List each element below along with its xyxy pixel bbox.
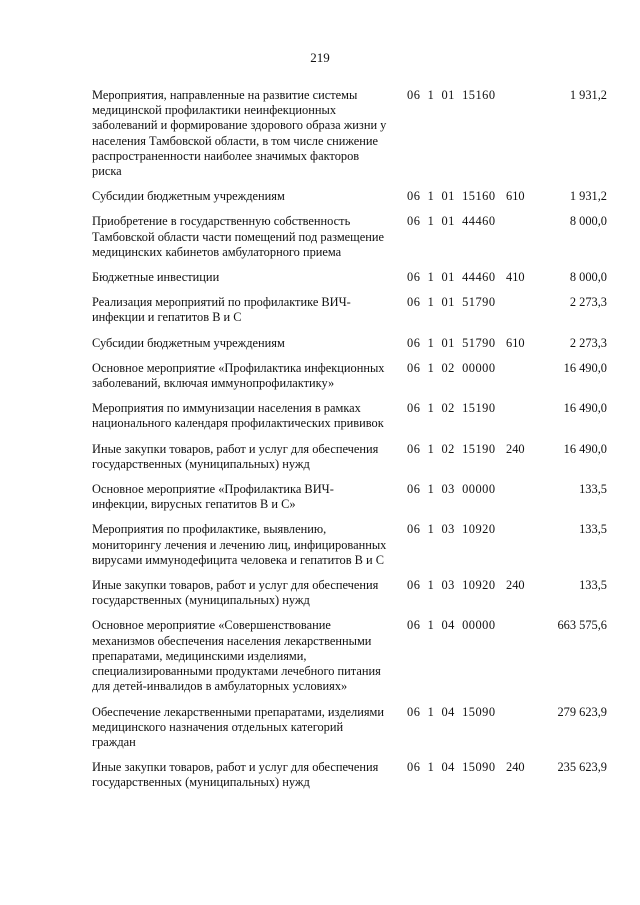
row-amount: 663 575,6 <box>557 618 607 633</box>
row-code: 06 1 01 51790 <box>407 335 496 350</box>
row-amount: 16 490,0 <box>563 401 607 416</box>
page-number: 219 <box>310 50 330 65</box>
row-name: Реализация мероприятий по профилактике ВИЧ-инфекции и гепатитов В и С <box>92 295 351 325</box>
table-row <box>0 760 640 790</box>
row-code: 06 1 01 44460 <box>407 270 496 285</box>
row-amount: 8 000,0 <box>569 214 607 229</box>
row-expense-type: 610 <box>506 189 525 204</box>
table-row <box>0 336 640 351</box>
row-expense-type: 610 <box>506 335 525 350</box>
row-code: 06 1 04 00000 <box>407 618 496 633</box>
row-name: Иные закупки товаров, работ и услуг для обеспечения государственных (муниципальных) нужд <box>92 760 379 790</box>
row-amount: 16 490,0 <box>563 441 607 456</box>
table-row <box>0 578 640 608</box>
row-name: Обеспечение лекарственными препаратами, изделиями медицинского назначения отдельных категорий граждан <box>92 704 385 749</box>
budget-table <box>0 88 640 801</box>
table-row <box>0 214 640 260</box>
table-row <box>0 618 640 694</box>
row-code: 06 1 02 15190 <box>407 441 496 456</box>
row-code: 06 1 04 15090 <box>407 760 496 775</box>
row-name: Субсидии бюджетным учреждениям <box>92 335 285 350</box>
row-amount: 1 931,2 <box>569 88 607 102</box>
row-amount: 133,5 <box>579 482 607 497</box>
row-amount: 1 931,2 <box>569 189 607 204</box>
row-name: Бюджетные инвестиции <box>92 270 220 285</box>
row-amount: 235 623,9 <box>557 760 607 775</box>
row-code: 06 1 01 15160 <box>407 88 496 102</box>
row-code: 06 1 01 15160 <box>407 189 496 204</box>
table-row <box>0 361 640 391</box>
row-amount: 133,5 <box>579 522 607 537</box>
row-code: 06 1 04 15090 <box>407 704 496 719</box>
row-code: 06 1 02 00000 <box>407 360 496 375</box>
row-name: Основное мероприятие «Профилактика инфекционных заболеваний, включая иммунопрофилактику» <box>92 360 385 391</box>
row-expense-type: 240 <box>506 441 525 456</box>
table-row <box>0 270 640 285</box>
table-row <box>0 482 640 512</box>
row-code: 06 1 03 10920 <box>407 522 496 537</box>
table-row <box>0 88 640 179</box>
table-row <box>0 522 640 568</box>
row-amount: 16 490,0 <box>563 360 607 375</box>
row-amount: 279 623,9 <box>557 704 607 719</box>
row-name: Приобретение в государственную собственность Тамбовской области части помещений под размещение медицинских кабинетов амбулаторного приема <box>92 214 384 259</box>
row-amount: 2 273,3 <box>569 295 607 310</box>
row-code: 06 1 01 51790 <box>407 295 496 310</box>
row-name: Основное мероприятие «Совершенствование механизмов обеспечения населения лекарственными препаратами, медицинскими изделиями, специализированными продуктами лечебного питания для детей-инвалидов в амбулаторных условиях» <box>92 618 381 694</box>
table-row <box>0 705 640 751</box>
row-name: Субсидии бюджетным учреждениям <box>92 189 285 204</box>
row-name: Мероприятия по профилактике, выявлению, мониторингу лечения и лечению лиц, инфицированных вирусами иммунодефицита человека и гепатитов В и С <box>92 522 387 567</box>
row-code: 06 1 03 10920 <box>407 578 496 593</box>
row-name: Иные закупки товаров, работ и услуг для обеспечения государственных (муниципальных) нужд <box>92 578 379 608</box>
row-name: Мероприятия по иммунизации населения в рамках национального календаря профилактических прививок <box>92 401 384 431</box>
table-row <box>0 295 640 325</box>
table-row <box>0 442 640 472</box>
row-expense-type: 410 <box>506 270 525 285</box>
row-amount: 8 000,0 <box>569 270 607 285</box>
row-code: 06 1 03 00000 <box>407 482 496 497</box>
row-name: Мероприятия, направленные на развитие системы медицинской профилактики неинфекционных заболеваний и формирование здорового образа жизни у населения Тамбовской области, в том числе снижение распространенности наиболее значимых факторов риска <box>92 88 387 179</box>
row-amount: 133,5 <box>579 578 607 593</box>
row-amount: 2 273,3 <box>569 335 607 350</box>
table-row <box>0 189 640 204</box>
row-name: Основное мероприятие «Профилактика ВИЧ-инфекции, вирусных гепатитов В и С» <box>92 482 334 512</box>
row-code: 06 1 01 44460 <box>407 214 496 229</box>
row-code: 06 1 02 15190 <box>407 401 496 416</box>
row-expense-type: 240 <box>506 760 525 775</box>
row-name: Иные закупки товаров, работ и услуг для обеспечения государственных (муниципальных) нужд <box>92 441 379 471</box>
row-expense-type: 240 <box>506 578 525 593</box>
table-row <box>0 401 640 431</box>
